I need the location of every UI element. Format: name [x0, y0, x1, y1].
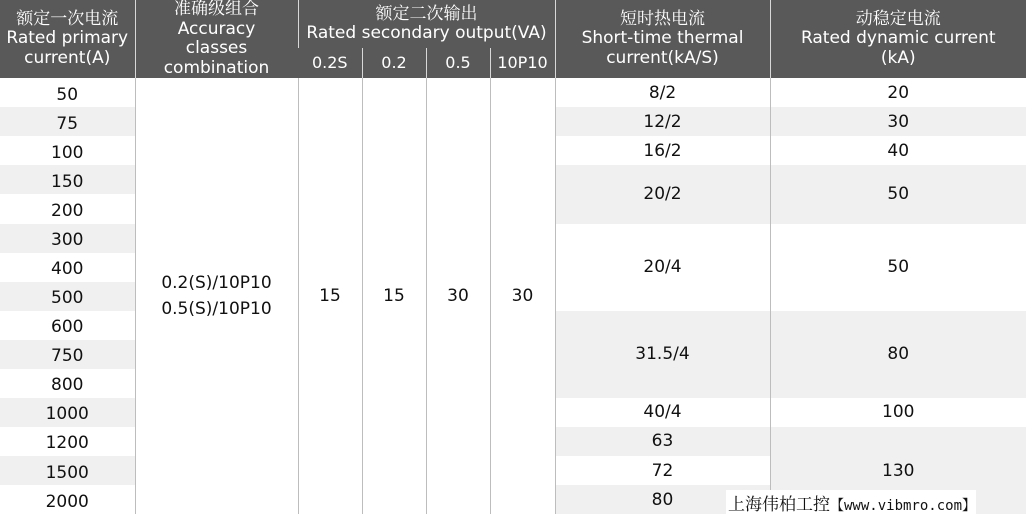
thermal-current-cell: 20/2 [555, 165, 770, 223]
dynamic-current-cell: 100 [770, 398, 1026, 427]
accuracy-combination-1: 0.2(S)/10P10 [161, 273, 272, 294]
primary-current-cell: 500 [0, 282, 135, 311]
primary-current-cell: 200 [0, 194, 135, 223]
primary-current-cell: 750 [0, 340, 135, 369]
watermark [726, 490, 976, 514]
primary-current-cell: 600 [0, 311, 135, 340]
watermark-brand: 上海伟柏工控 [728, 495, 830, 515]
thermal-current-cell: 63 [555, 427, 770, 456]
thermal-current-cell: 72 [555, 456, 770, 485]
dynamic-current-cell: 80 [770, 311, 1026, 398]
header-secondary-output: 额定二次输出 Rated secondary output(VA) [298, 0, 555, 48]
header-accuracy-classes: 准确级组合 Accuracy classes combination [135, 0, 298, 78]
header-class-10p10: 10P10 [490, 48, 555, 78]
primary-current-cell: 1000 [0, 398, 135, 427]
primary-current-cell: 1500 [0, 456, 135, 485]
primary-current-cell: 300 [0, 224, 135, 253]
header-class-0-5: 0.5 [426, 48, 490, 78]
thermal-current-cell: 8/2 [555, 78, 770, 107]
dynamic-current-cell: 20 [770, 78, 1026, 107]
accuracy-combination-cell [135, 78, 298, 514]
dynamic-current-cell: 40 [770, 136, 1026, 165]
header-class-0-2: 0.2 [362, 48, 426, 78]
primary-current-cell: 1200 [0, 427, 135, 456]
thermal-current-cell: 80 [555, 485, 770, 514]
primary-current-cell: 400 [0, 253, 135, 282]
thermal-current-cell: 40/4 [555, 398, 770, 427]
output-10p10-cell: 30 [490, 78, 555, 514]
primary-current-cell: 150 [0, 165, 135, 194]
output-0-5-cell: 30 [426, 78, 490, 514]
primary-current-cell: 75 [0, 107, 135, 136]
primary-current-cell: 100 [0, 136, 135, 165]
dynamic-current-cell: 50 [770, 165, 1026, 223]
primary-current-cell: 50 [0, 78, 135, 107]
primary-current-cell: 800 [0, 369, 135, 398]
thermal-current-cell: 31.5/4 [555, 311, 770, 398]
watermark-url: 【www.vibmro.com】 [830, 498, 977, 514]
output-0-2s-cell: 15 [298, 78, 362, 514]
thermal-current-cell: 20/4 [555, 224, 770, 311]
dynamic-current-cell: 130 [770, 427, 1026, 514]
thermal-current-cell: 16/2 [555, 136, 770, 165]
output-0-2-cell: 15 [362, 78, 426, 514]
header-thermal-current: 短时热电流 Short-time thermal current(kA/S) [555, 0, 770, 78]
thermal-current-cell: 12/2 [555, 107, 770, 136]
dynamic-current-cell: 30 [770, 107, 1026, 136]
header-class-0-2s: 0.2S [298, 48, 362, 78]
primary-current-cell: 2000 [0, 485, 135, 514]
header-primary-current: 额定一次电流 Rated primary current(A) [0, 0, 135, 78]
header-dynamic-current: 动稳定电流 Rated dynamic current (kA) [770, 0, 1026, 78]
dynamic-current-cell: 50 [770, 224, 1026, 311]
accuracy-combination-2: 0.5(S)/10P10 [161, 299, 272, 320]
